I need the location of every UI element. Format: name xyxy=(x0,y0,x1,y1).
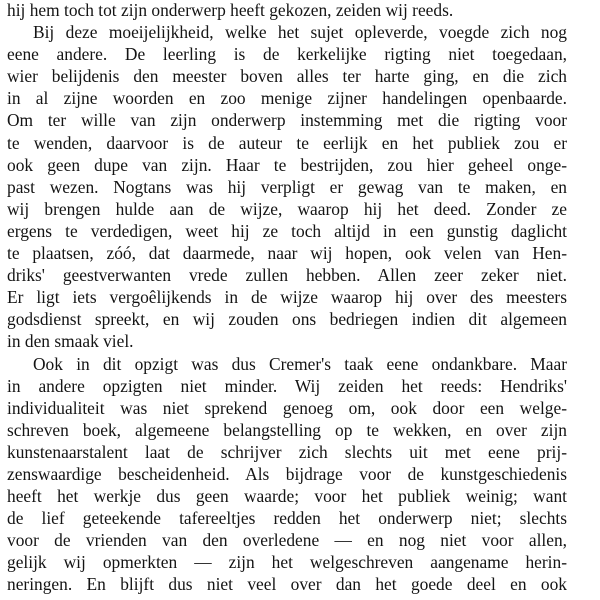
text-line: past wezen. Nogtans was hij verpligt er gewag van te maken, en xyxy=(7,176,567,197)
text-line: in andere opzigten niet minder. Wij zeiden het reeds: Hendriks' xyxy=(7,375,567,396)
text-line: heeft het werkje dus geen waarde; voor het publiek weinig; want xyxy=(7,486,567,507)
text-line: wij brengen hulde aan de wijze, waarop hij het deed. Zonder ze xyxy=(7,198,567,219)
text-line: eene andere. De leerling is de kerkelijke rigting niet toegedaan, xyxy=(7,44,567,65)
text-line: neringen. En blijft dus niet veel over dan het goede deel en ook xyxy=(7,574,567,595)
text-line: gelijk wij opmerkten — zijn het welgeschreven aangename herin- xyxy=(7,552,567,573)
text-line: Ook in dit opzigt was dus Cremer's taak eene ondankbare. Maar xyxy=(33,353,567,374)
text-line: godsdienst spreekt, en wij zouden ons bedriegen indien dit algemeen xyxy=(7,309,567,330)
text-line: driks' geestverwanten vrede zullen hebben. Allen zeer zeker niet. xyxy=(7,265,567,286)
text-line: voor de vrienden van den overledene — en nog niet voor allen, xyxy=(7,530,567,551)
text-line: hij hem toch tot zijn onderwerp heeft gekozen, zeiden wij reeds. xyxy=(7,0,454,20)
text-line: ergens te verdedigen, weet hij ze toch altijd in een gunstig daglicht xyxy=(7,220,567,241)
text-line: in al zijne woorden en zoo menige zijner handelingen openbaarde. xyxy=(7,88,567,109)
text-line: Bij deze moeijelijkheid, welke het sujet opleverde, voegde zich nog xyxy=(33,22,567,43)
text-line: Er ligt iets vergoêlijkends in de wijze waarop hij over des meesters xyxy=(7,287,567,308)
text-line: zenswaardige bescheidenheid. Als bijdrage voor de kunstgeschiedenis xyxy=(7,463,567,484)
text-line: kunstenaarstalent laat de schrijver zich slechts uit met eene prij- xyxy=(7,441,567,462)
text-line: in den smaak viel. xyxy=(7,331,134,352)
text-line: de lief geteekende tafereeltjes redden het onderwerp niet; slechts xyxy=(7,508,567,529)
text-line: Om ter wille van zijn onderwerp instemming met die rigting voor xyxy=(7,110,567,131)
body-text xyxy=(7,0,567,596)
text-line: ook geen dupe van zijn. Haar te bestrijden, zou hier geheel onge- xyxy=(7,154,567,175)
text-line: wier belijdenis den meester boven alles ter harte ging, en die zich xyxy=(7,66,567,87)
text-line: individualiteit was niet sprekend genoeg om, ook door een welge- xyxy=(7,397,567,418)
text-line: schreven boek, algemeene belangstelling op te wekken, en over zijn xyxy=(7,419,567,440)
text-line: te plaatsen, zóó, dat daarmede, naar wij hopen, ook velen van Hen- xyxy=(7,243,567,264)
text-line: te wenden, daarvoor is de auteur te eerlijk en het publiek zou er xyxy=(7,132,567,153)
